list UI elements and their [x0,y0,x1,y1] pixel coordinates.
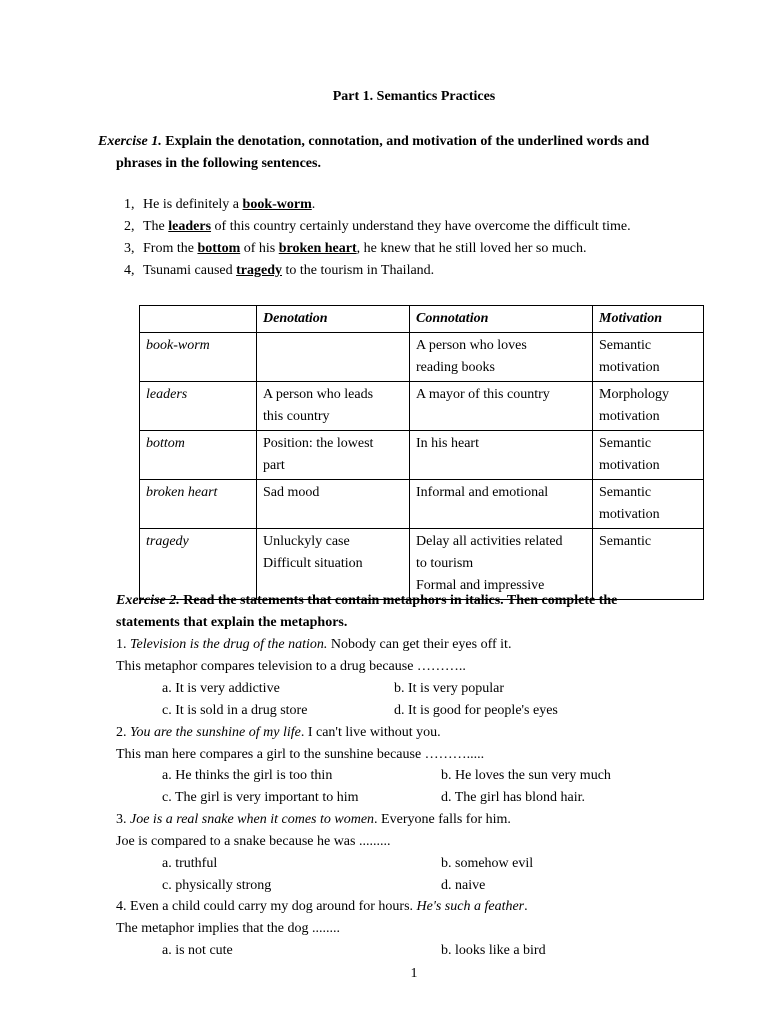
exercise1-instruction-a: Explain the denotation, connotation, and motivation of the underlined words and [165,134,650,149]
exercise2-instruction-b: statements that explain the metaphors. [116,615,348,630]
sentence-text: . [311,197,316,212]
option-a: a. It is very addictive [162,681,280,696]
question-1-stem: This metaphor compares television to a drug because ……….. [116,659,466,674]
cell-line: motivation [599,409,660,424]
table-cell-term: broken heart [140,480,257,529]
option-c: c. physically strong [162,878,272,893]
sentence-1 [124,196,315,214]
sentence-2 [124,218,631,236]
cell-line: motivation [599,458,660,473]
sentence-text: Tsunami caused [143,263,237,278]
underlined-term: tragedy [236,263,282,278]
sentence-text: From the [143,241,198,256]
question-number: 2. [116,725,127,740]
question-text: Even a child could carry my dog around for hours. [130,899,417,914]
question-text: . I can't live without you. [300,725,441,740]
question-4-stem: The metaphor implies that the dog ........ [116,921,340,936]
option-b: b. somehow evil [441,856,534,871]
cell-line: Sad mood [263,485,320,500]
table-row [140,480,704,529]
cell-line: this country [263,409,330,424]
table-row [140,529,704,600]
option-a: a. is not cute [162,943,233,958]
table-header: Motivation [593,306,704,333]
table-cell-motivation [593,480,704,529]
cell-line: Delay all activities related [416,534,563,549]
exercise1-instruction [98,131,718,175]
option-b: b. He loves the sun very much [441,768,611,783]
underlined-term: broken heart [278,241,357,256]
cell-line: Difficult situation [263,556,363,571]
question-number: 1. [116,637,127,652]
cell-line: Position: the lowest [263,436,374,451]
table-cell-denotation [257,529,410,600]
cell-line: Semantic [599,436,652,451]
cell-line: A person who leads [263,387,374,402]
metaphor-text: You are the sunshine of my life [130,725,301,740]
question-number: 3. [116,812,127,827]
table-cell-term: bottom [140,431,257,480]
question-2-stem: This man here compares a girl to the sunshine because ………..... [116,747,485,762]
table-cell-connotation [410,333,593,382]
question-4 [116,898,528,916]
option-b: b. looks like a bird [441,943,546,958]
table-header: Denotation [257,306,410,333]
cell-line: to tourism [416,556,474,571]
table-header [140,306,257,333]
underlined-term: book-worm [242,197,312,212]
cell-line: In his heart [416,436,479,451]
option-c: c. The girl is very important to him [162,790,359,805]
option-a: a. truthful [162,856,218,871]
sentence-text: The [143,219,169,234]
question-3 [116,811,511,829]
table-cell-motivation [593,431,704,480]
question-3-stem: Joe is compared to a snake because he was ......... [116,834,391,849]
option-a: a. He thinks the girl is too thin [162,768,333,783]
table-cell-connotation [410,480,593,529]
cell-line: Semantic [599,485,652,500]
table-cell-connotation [410,529,593,600]
sentence-text: of his [240,241,279,256]
sentence-number: 1, [124,197,135,212]
metaphor-text: He's such a feather [416,899,525,914]
exercise2-instruction [116,592,617,610]
cell-line: Morphology [599,387,669,402]
sentence-3 [124,240,586,258]
question-2 [116,724,441,742]
cell-line: Informal and emotional [416,485,549,500]
underlined-term: bottom [197,241,241,256]
table-cell-denotation [257,333,410,382]
table-cell-term: tragedy [140,529,257,600]
cell-line: Unluckyly case [263,534,350,549]
table-header: Connotation [410,306,593,333]
sentence-number: 4, [124,263,135,278]
cell-line: motivation [599,360,660,375]
cell-line: motivation [599,507,660,522]
cell-line: part [263,458,285,473]
page-number: 1 [410,966,418,981]
table-row [140,333,704,382]
question-1 [116,636,511,654]
table-cell-denotation [257,382,410,431]
sentence-text: of this country certainly understand they have overcome the difficult time. [211,219,631,234]
table-header-row [140,306,704,333]
question-number: 4. [116,899,127,914]
exercise1-instruction-b: phrases in the following sentences. [116,156,321,171]
sentence-number: 3, [124,241,135,256]
sentence-number: 2, [124,219,135,234]
sentence-text: to the tourism in Thailand. [282,263,435,278]
metaphor-text: Joe is a real snake when it comes to women [130,812,375,827]
table-cell-connotation [410,431,593,480]
table-row [140,382,704,431]
cell-line: Formal and impressive [416,578,545,593]
cell-line: reading books [416,360,495,375]
question-text: . [524,899,528,914]
table-cell-motivation [593,382,704,431]
cell-line: Semantic [599,534,652,549]
page-title: Part 1. Semantics Practices [332,89,496,104]
option-c: c. It is sold in a drug store [162,703,308,718]
table-cell-motivation [593,333,704,382]
table-cell-denotation [257,480,410,529]
table-cell-connotation [410,382,593,431]
table-cell-motivation [593,529,704,600]
underlined-term: leaders [168,219,212,234]
table-cell-term: book-worm [140,333,257,382]
cell-line: A person who loves [416,338,527,353]
table-cell-term: leaders [140,382,257,431]
sentence-text: , he knew that he still loved her so much. [356,241,587,256]
table-row [140,431,704,480]
sentence-text: He is definitely a [143,197,243,212]
metaphor-text: Television is the drug of the nation. [130,637,328,652]
exercise2-label: Exercise 2. [116,593,180,608]
option-d: d. The girl has blond hair. [441,790,585,805]
option-d: d. naive [441,878,486,893]
table-cell-denotation [257,431,410,480]
question-text: Nobody can get their eyes off it. [327,637,512,652]
sentence-4 [124,262,434,280]
exercise2-instruction-a: Read the statements that contain metaphors in italics. Then complete the [183,593,618,608]
question-text: . Everyone falls for him. [374,812,511,827]
exercise1-label: Exercise 1. [98,134,162,149]
semantics-table [139,305,704,600]
option-b: b. It is very popular [394,681,505,696]
option-d: d. It is good for people's eyes [394,703,558,718]
cell-line: A mayor of this country [416,387,550,402]
cell-line: Semantic [599,338,652,353]
